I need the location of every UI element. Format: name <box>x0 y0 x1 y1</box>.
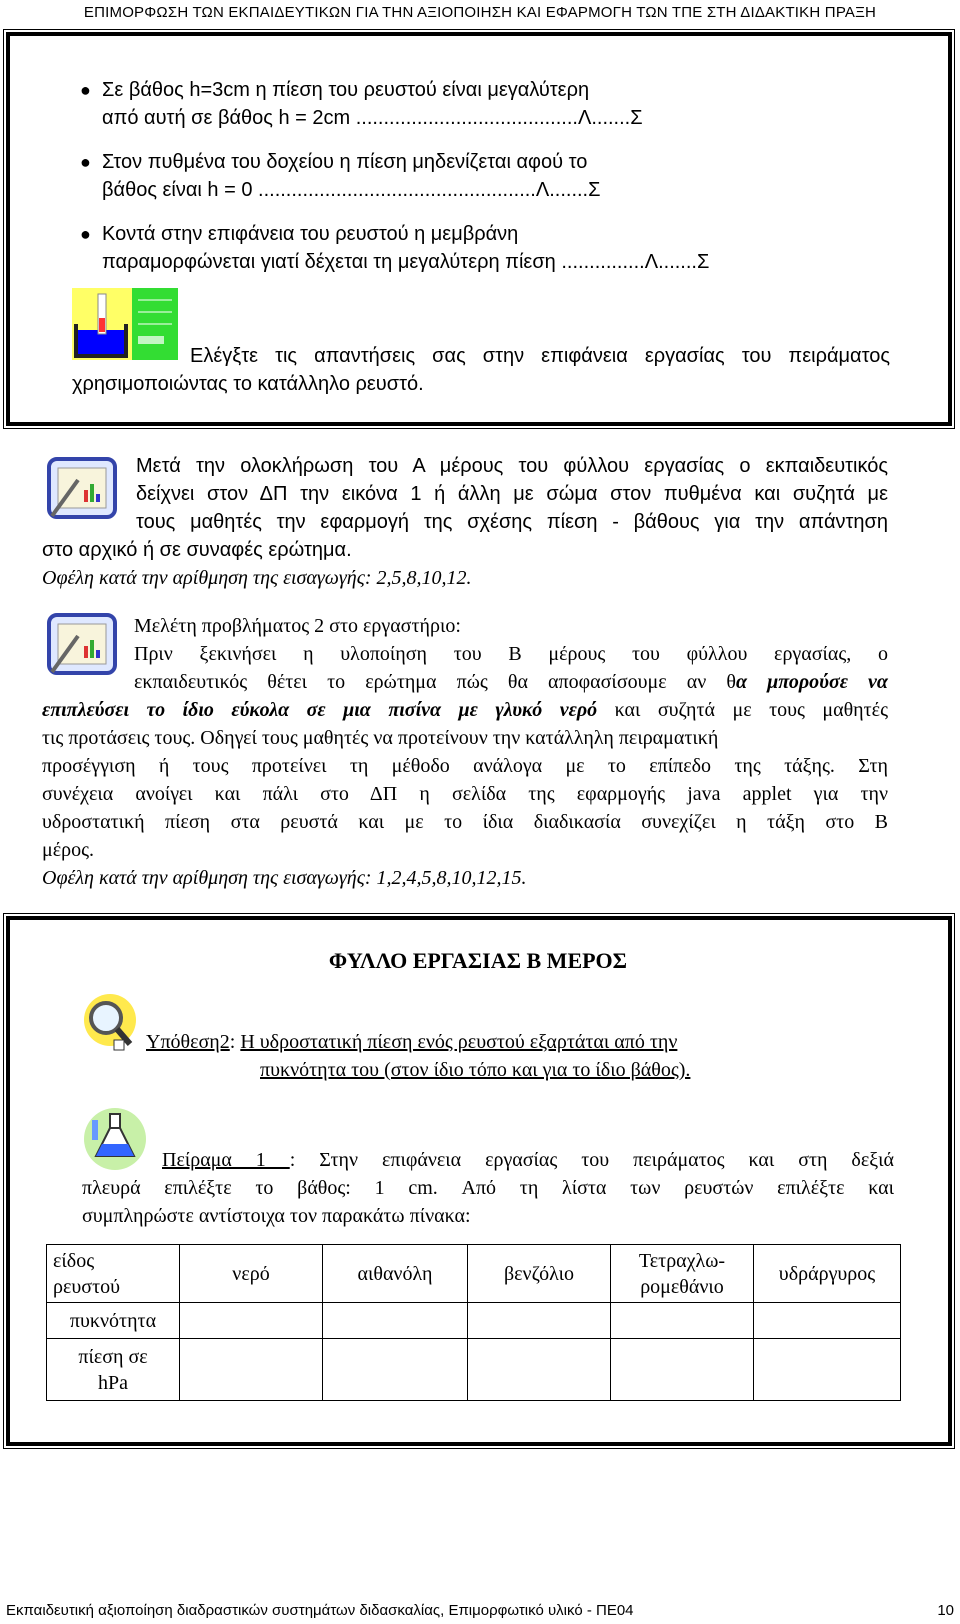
experiment-1: Πείραμα 1 : Στην επιφάνεια εργασίας του πειράματος και στη δεξιά <box>162 1149 895 1171</box>
bullet-icon: ● <box>80 224 91 244</box>
table-cell[interactable] <box>468 1339 611 1401</box>
worksheet-title: ΦΥΛΛΟ ΕΡΓΑΣΙΑΣ Β ΜΕΡΟΣ <box>328 948 628 973</box>
bullet-icon: ● <box>80 152 91 172</box>
magnifier-icon <box>78 992 148 1054</box>
table-cell: Τετραχλω- ρομεθάνιο <box>611 1245 754 1303</box>
whiteboard-icon <box>46 612 120 678</box>
table-cell[interactable] <box>754 1339 901 1401</box>
check-answers-text-cont: χρησιμοποιώντας το κατάλληλο ρευστό. <box>72 373 424 395</box>
table-row <box>47 1339 901 1401</box>
table-cell: πυκνότητα <box>47 1303 180 1339</box>
table-row <box>47 1245 901 1303</box>
table-cell[interactable] <box>323 1303 468 1339</box>
table-cell: αιθανόλη <box>323 1245 468 1303</box>
table-cell: υδράργυρος <box>754 1245 901 1303</box>
whiteboard-icon <box>46 456 120 522</box>
page-footer: Εκπαιδευτική αξιοποίηση διαδραστικών συστημάτων διδασκαλίας, Επιμορφωτικό υλικό - ΠΕ04 10 <box>6 1602 954 1619</box>
table-cell[interactable] <box>323 1339 468 1401</box>
list-item: ● Στον πυθμένα του δοχείου η πίεση μηδενίζεται αφού το βάθος είναι h = 0 ..................................................Λ.......Σ <box>102 148 600 204</box>
table-row <box>47 1303 901 1339</box>
table-cell: βενζόλιο <box>468 1245 611 1303</box>
table-cell[interactable] <box>754 1303 901 1339</box>
flask-icon <box>82 1106 148 1172</box>
experiment-1-cont: πλευρά επιλέξτε το βάθος: 1 cm. Από τη λίστα των ρευστών επιλέξτε και συμπληρώστε αντίστοιχα τον παρακάτω πίνακα: <box>82 1177 894 1227</box>
table-cell[interactable] <box>180 1339 323 1401</box>
page-number: 10 <box>937 1602 954 1619</box>
teacher-note-2: Πριν ξεκινήσει η υλοποίηση του Β μέρους του φύλλου εργασίας, ο εκπαιδευτικός θέτει το ερώτημα πώς θα αποφασίσουμε αν θα μπορούσε να <box>134 643 888 693</box>
table-cell[interactable] <box>611 1339 754 1401</box>
table-cell[interactable] <box>468 1303 611 1339</box>
list-item: ● Σε βάθος h=3cm η πίεση του ρευστού είναι μεγαλύτερη από αυτή σε βάθος h = 2cm ........................................Λ.......Σ <box>102 76 643 132</box>
answers-box <box>6 32 952 426</box>
table-cell: είδος ρευστού <box>47 1245 180 1303</box>
teacher-note-2-cont: επιπλεύσει το ίδιο εύκολα σε μια πισίνα με γλυκό νερό και συζητά με τους μαθητές τις προτάσεις τους. Οδηγεί τους μαθητές να προτείνουν την κατάλληλη πειραματική προσέγγιση ή τους προτείνει τη μέθοδο ανάλογα με το επίπεδο της τάξης. Στη συνέχεια ανοίγει και πάλι στο ΔΠ η σελίδα της εφαρμογής java applet για την υδροστατική πίεση στα ρευστά και με το ίδια διαδικασία συνεχίζει η τάξη στο Β μέρος. <box>42 699 888 861</box>
hypothesis: Υπόθεση2: Η υδροστατική πίεση ενός ρευστού εξαρτάται από την <box>146 1031 678 1053</box>
problem-title: Μελέτη προβλήματος 2 στο εργαστήριο: <box>134 615 461 637</box>
hypothesis-cont: πυκνότητα του (στον ίδιο τόπο και για το ίδιο βάθος). <box>260 1059 691 1081</box>
page-header: ΕΠΙΜΟΡΦΩΣΗ ΤΩΝ ΕΚΠΑΙΔΕΥΤΙΚΩΝ ΓΙΑ ΤΗΝ ΑΞΙΟΠΟΙΗΣΗ ΚΑΙ ΕΦΑΡΜΟΓΗ ΤΩΝ ΤΠΕ ΣΤΗ ΔΙΔΑΚΤΙΚΗ ΠΡΑΞΗ <box>83 4 877 21</box>
benefits-1: Οφέλη κατά την αρίθμηση της εισαγωγής: 2,5,8,10,12. <box>42 567 472 589</box>
density-pressure-table <box>46 1244 901 1401</box>
table-cell: νερό <box>180 1245 323 1303</box>
table-cell: πίεση σε hPa <box>47 1339 180 1401</box>
table-cell[interactable] <box>180 1303 323 1339</box>
bullet-icon: ● <box>80 80 91 100</box>
teacher-note-1-cont: στο αρχικό ή σε συναφές ερώτημα. <box>42 539 352 561</box>
table-cell[interactable] <box>611 1303 754 1339</box>
list-item: ● Κοντά στην επιφάνεια του ρευστού η μεμβράνη παραμορφώνεται γιατί δέχεται τη μεγαλύτερη πίεση ...............Λ.......Σ <box>102 220 709 276</box>
worksheet-box <box>6 916 952 1446</box>
teacher-note-1: Μετά την ολοκλήρωση του Α μέρους του φύλλου εργασίας ο εκπαιδευτικός δείχνει στον ΔΠ την εικόνα 1 ή άλλη με σώμα στον πυθμένα και συζητά με τους μαθητές την εφαρμογή της σχέσης πίεση - βάθους για την απάντηση <box>136 455 888 533</box>
applet-thumbnail-icon <box>72 288 178 360</box>
check-answers-text: Ελέγξτε τις απαντήσεις σας στην επιφάνεια εργασίας του πειράματος <box>190 345 890 367</box>
benefits-2: Οφέλη κατά την αρίθμηση της εισαγωγής: 1,2,4,5,8,10,12,15. <box>42 867 527 889</box>
